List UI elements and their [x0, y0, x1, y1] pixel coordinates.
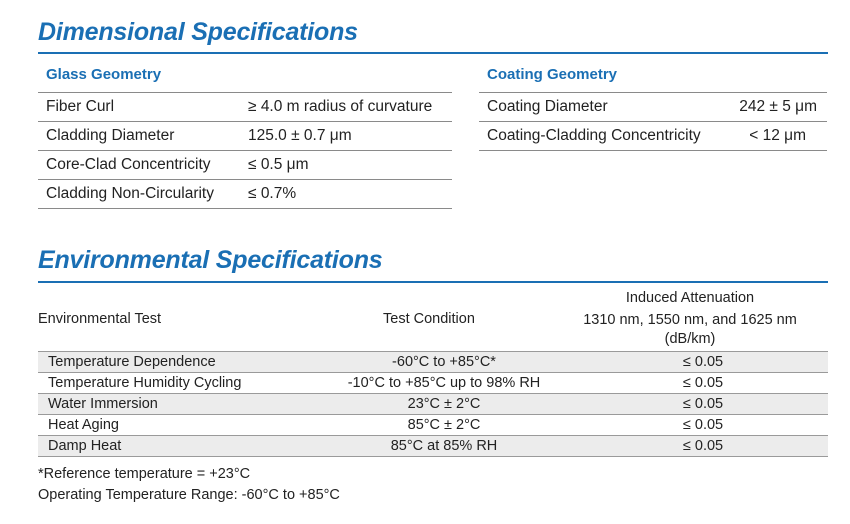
- spec-value: ≤ 0.5 μm: [240, 151, 452, 180]
- env-test-cell: Temperature Dependence: [38, 352, 310, 373]
- env-attenuation-cell: ≤ 0.05: [578, 394, 828, 415]
- env-test-cell: Water Immersion: [38, 394, 310, 415]
- env-condition-cell: 23°C ± 2°C: [310, 394, 578, 415]
- coating-geometry-heading: Coating Geometry: [487, 66, 618, 83]
- header-test-condition: Test Condition: [383, 311, 475, 327]
- spec-value: < 12 μm: [731, 122, 827, 151]
- env-attenuation-cell: ≤ 0.05: [578, 352, 828, 373]
- table-row: [38, 122, 452, 151]
- env-condition-cell: -10°C to +85°C up to 98% RH: [310, 373, 578, 394]
- table-row: [38, 436, 828, 457]
- environmental-specifications-title: Environmental Specifications: [38, 246, 383, 274]
- table-row: [479, 93, 827, 122]
- dimensional-title-rule: [38, 52, 828, 54]
- env-condition-cell: -60°C to +85°C*: [310, 352, 578, 373]
- table-row: [38, 151, 452, 180]
- table-row: [38, 180, 452, 209]
- table-row: [38, 93, 452, 122]
- spec-label: Cladding Diameter: [38, 122, 240, 151]
- spec-label: Coating Diameter: [479, 93, 731, 122]
- env-condition-cell: 85°C ± 2°C: [310, 415, 578, 436]
- env-test-cell: Heat Aging: [38, 415, 310, 436]
- environmental-table: [38, 351, 828, 457]
- glass-geometry-heading: Glass Geometry: [46, 66, 162, 83]
- coating-geometry-table: [479, 92, 827, 151]
- environmental-title-rule: [38, 281, 828, 283]
- env-attenuation-cell: ≤ 0.05: [578, 436, 828, 457]
- spec-label: Fiber Curl: [38, 93, 240, 122]
- env-test-cell: Damp Heat: [38, 436, 310, 457]
- reference-temperature-footnote: *Reference temperature = +23°C: [38, 466, 251, 482]
- spec-label: Core-Clad Concentricity: [38, 151, 240, 180]
- header-environmental-test: Environmental Test: [38, 311, 162, 327]
- spec-value: 242 ± 5 μm: [731, 93, 827, 122]
- env-test-cell: Temperature Humidity Cycling: [38, 373, 310, 394]
- dimensional-specifications-title: Dimensional Specifications: [38, 18, 358, 46]
- spec-label: Coating-Cladding Concentricity: [479, 122, 731, 151]
- table-row: [38, 415, 828, 436]
- spec-value: ≥ 4.0 m radius of curvature: [240, 93, 452, 122]
- spec-value: 125.0 ± 0.7 μm: [240, 122, 452, 151]
- env-attenuation-cell: ≤ 0.05: [578, 373, 828, 394]
- header-attenuation-line3: (dB/km): [664, 331, 716, 347]
- header-attenuation-line2: 1310 nm, 1550 nm, and 1625 nm: [583, 312, 797, 328]
- table-row: [38, 352, 828, 373]
- operating-temperature-range: Operating Temperature Range: -60°C to +85°C: [38, 487, 340, 503]
- header-attenuation-line1: Induced Attenuation: [625, 290, 755, 306]
- glass-geometry-table: [38, 92, 452, 209]
- table-row: [38, 394, 828, 415]
- spec-value: ≤ 0.7%: [240, 180, 452, 209]
- env-condition-cell: 85°C at 85% RH: [310, 436, 578, 457]
- env-attenuation-cell: ≤ 0.05: [578, 415, 828, 436]
- table-row: [479, 122, 827, 151]
- spec-label: Cladding Non-Circularity: [38, 180, 240, 209]
- table-row: [38, 373, 828, 394]
